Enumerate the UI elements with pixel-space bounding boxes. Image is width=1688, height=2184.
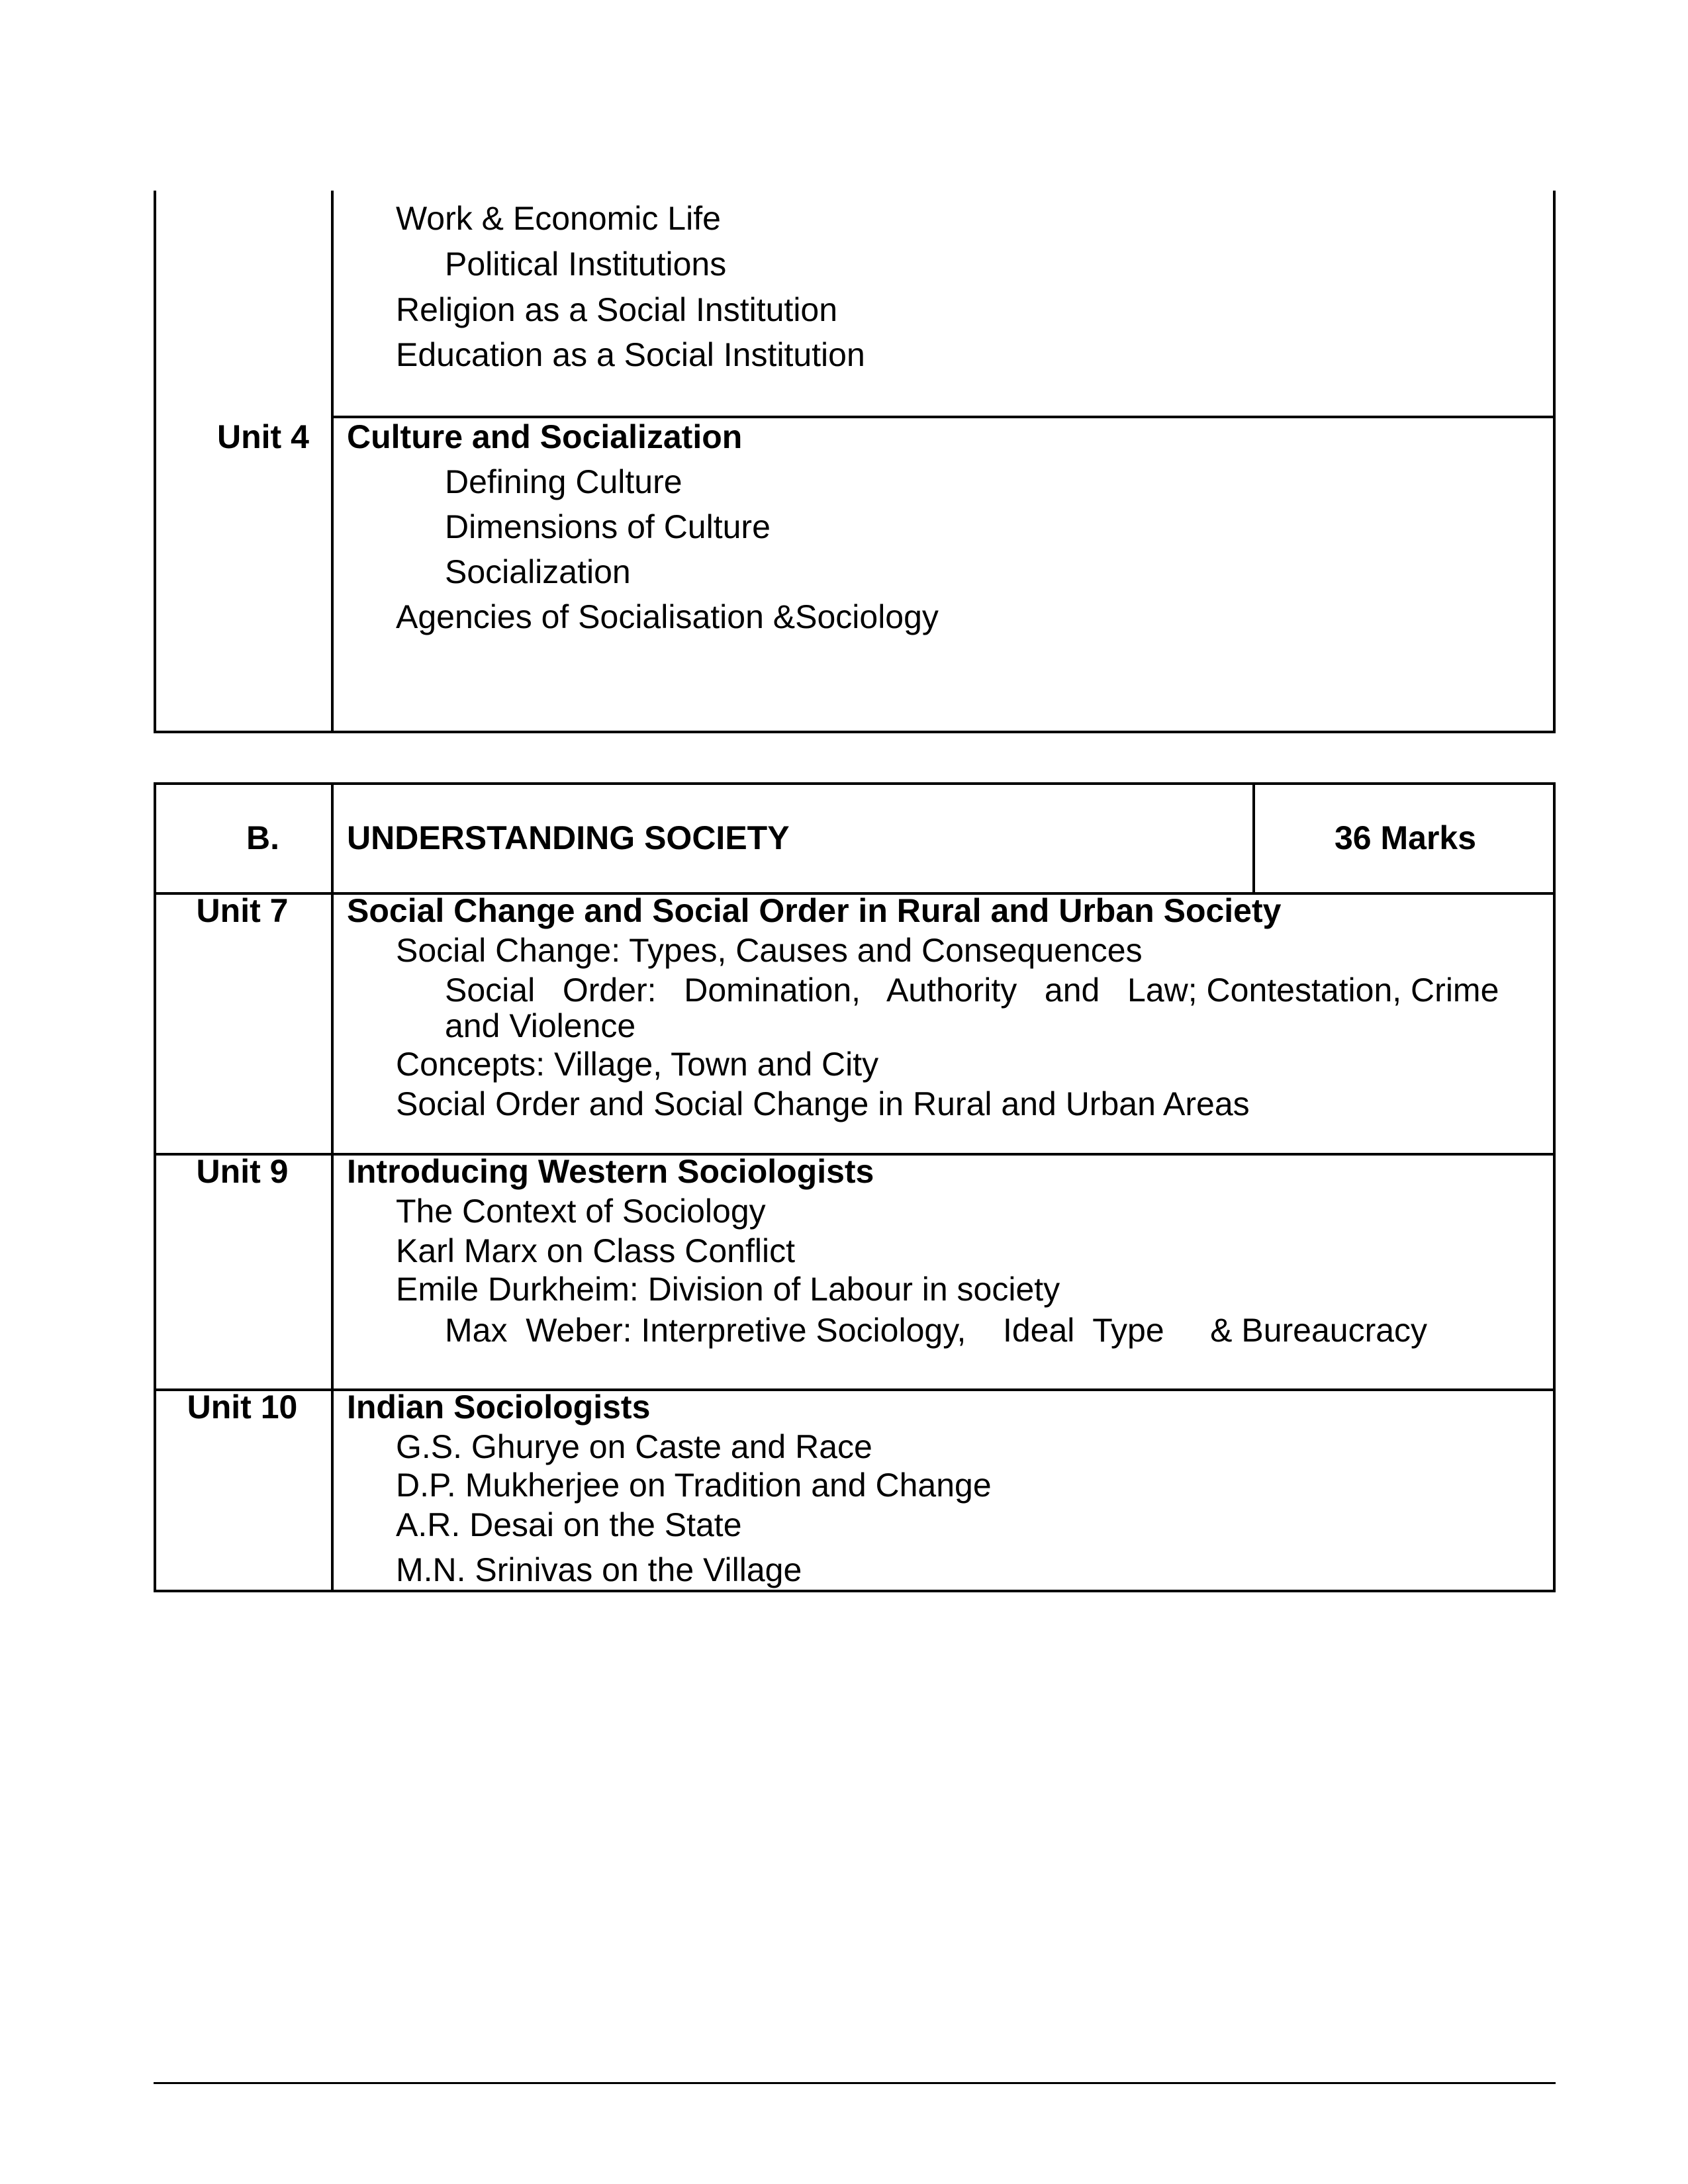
list-item: A.R. Desai on the State: [396, 1506, 742, 1543]
unit-9-label: Unit 9: [196, 1153, 289, 1190]
section-title: UNDERSTANDING SOCIETY: [347, 819, 790, 856]
table1-left-border-segment: [154, 634, 156, 733]
list-item: Socialization: [445, 553, 631, 590]
list-item: Education as a Social Institution: [396, 336, 865, 373]
unit-7-title: Social Change and Social Order in Rural and Urban Society: [347, 892, 1282, 929]
footer-divider: [154, 2082, 1556, 2084]
list-item: Work & Economic Life: [396, 200, 721, 237]
list-item: Concepts: Village, Town and City: [396, 1046, 879, 1083]
list-item: Political Institutions: [445, 246, 727, 283]
list-item: Social Change: Types, Causes and Consequences: [396, 932, 1143, 969]
list-item: Defining Culture: [445, 463, 682, 500]
list-item: Religion as a Social Institution: [396, 291, 838, 328]
list-item: Max Weber: Interpretive Sociology, Ideal Type & Bureaucracy: [445, 1312, 1428, 1349]
list-item: Social Order: Domination, Authority and Law; Contestation, Crime: [445, 972, 1499, 1009]
list-item: D.P. Mukherjee on Tradition and Change: [396, 1467, 992, 1504]
list-item: and Violence: [445, 1007, 636, 1044]
unit-9-title: Introducing Western Sociologists: [347, 1153, 874, 1190]
table2-column-divider: [331, 782, 334, 1592]
list-item: Karl Marx on Class Conflict: [396, 1232, 795, 1269]
list-item: Agencies of Socialisation &Sociology: [396, 598, 939, 635]
table1-right-border: [1553, 191, 1556, 733]
list-item: G.S. Ghurye on Caste and Race: [396, 1428, 872, 1465]
unit-4-label: Unit 4: [217, 418, 309, 455]
unit-10-label: Unit 10: [187, 1388, 298, 1426]
list-item: Dimensions of Culture: [445, 508, 771, 545]
table1-column-divider: [331, 191, 334, 733]
unit-4-title: Culture and Socialization: [347, 418, 743, 455]
list-item: Social Order and Social Change in Rural and Urban Areas: [396, 1085, 1250, 1122]
table1-bottom-border: [154, 731, 1556, 733]
section-label: B.: [246, 819, 279, 856]
section-marks: 36 Marks: [1335, 819, 1477, 856]
list-item: The Context of Sociology: [396, 1193, 766, 1230]
unit-10-title: Indian Sociologists: [347, 1388, 651, 1426]
list-item: Emile Durkheim: Division of Labour in society: [396, 1271, 1060, 1308]
list-item: M.N. Srinivas on the Village: [396, 1551, 802, 1588]
unit-7-label: Unit 7: [196, 892, 289, 929]
table2-marks-divider: [1252, 782, 1255, 895]
